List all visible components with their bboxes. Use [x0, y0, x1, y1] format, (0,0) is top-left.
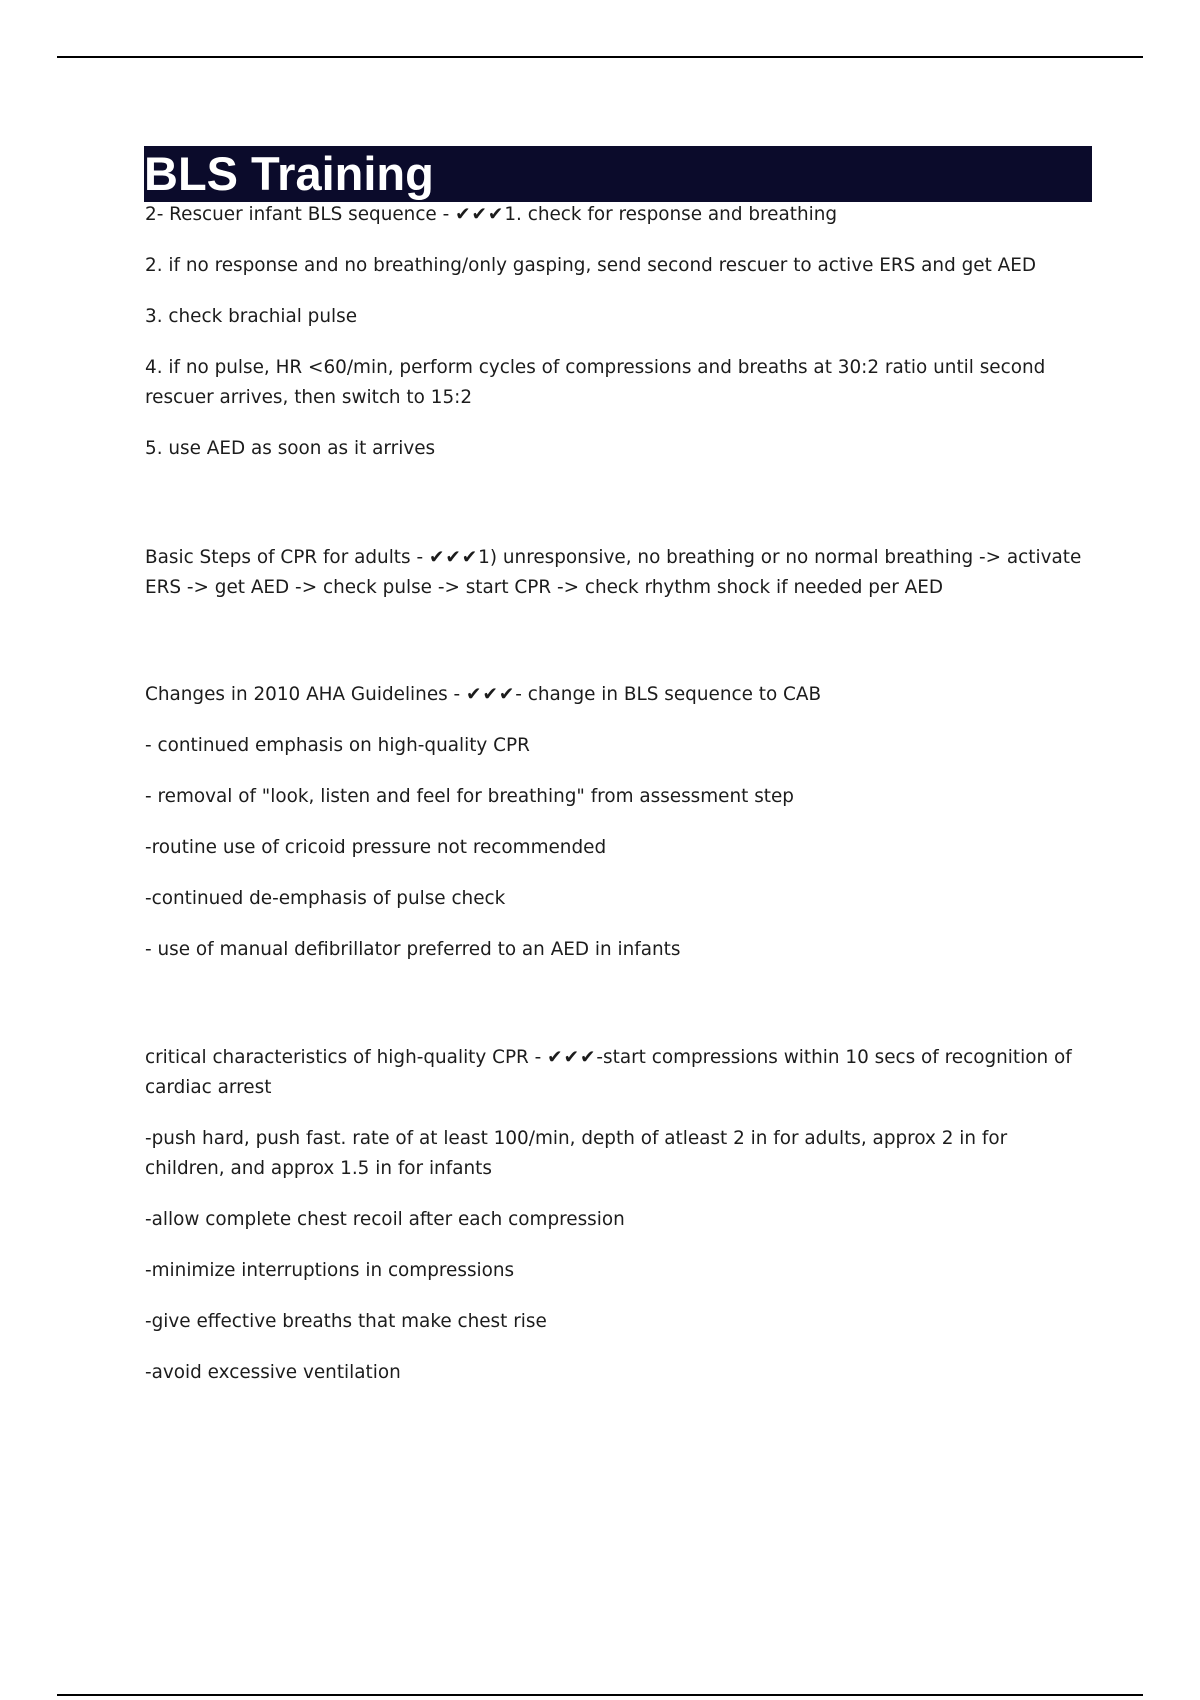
section-high-quality-cpr	[145, 1043, 1085, 1388]
section-cpr-adults	[145, 543, 1085, 603]
list-item: - use of manual defibrillator preferred to an AED in infants	[145, 939, 681, 960]
checkmark-icon: ✔✔✔	[466, 684, 516, 705]
page-title: BLS Training	[144, 146, 1092, 202]
checkmark-icon: ✔✔✔	[428, 547, 479, 568]
list-item: -routine use of cricoid pressure not recommended	[145, 837, 607, 858]
checkmark-icon: ✔✔✔	[455, 204, 505, 225]
answer: - change in BLS sequence to CAB	[515, 684, 822, 705]
list-item: - continued emphasis on high-quality CPR	[145, 735, 530, 756]
answer: 1. check for response and breathing	[504, 204, 838, 225]
list-item: 5. use AED as soon as it arrives	[145, 438, 436, 459]
document-body	[145, 200, 1085, 1409]
list-item: - removal of "look, listen and feel for breathing" from assessment step	[145, 786, 794, 807]
header-rule	[57, 56, 1143, 58]
list-item: 4. if no pulse, HR <60/min, perform cycles of compressions and breaths at 30:2 ratio until second rescuer arrives, then switch to 15:2	[145, 357, 1046, 408]
term: Changes in 2010 AHA Guidelines -	[145, 684, 467, 705]
list-item: -continued de-emphasis of pulse check	[145, 888, 506, 909]
list-item: -give effective breaths that make chest rise	[145, 1311, 547, 1332]
qa-entry	[145, 680, 1085, 710]
qa-entry	[145, 1043, 1085, 1103]
list-item: -allow complete chest recoil after each compression	[145, 1209, 625, 1230]
list-item: 2. if no response and no breathing/only gasping, send second rescuer to active ERS and get AED	[145, 255, 1037, 276]
list-item: -avoid excessive ventilation	[145, 1362, 401, 1383]
answer: 1) unresponsive, no breathing or no normal breathing -> activate ERS -> get AED -> check pulse -> start CPR -> check rhythm shock if needed per AED	[145, 547, 1082, 598]
list-item: -push hard, push fast. rate of at least 100/min, depth of atleast 2 in for adults, approx 2 in for children, and approx 1.5 in for infants	[145, 1128, 1008, 1179]
answer: -start compressions within 10 secs of recognition of cardiac arrest	[145, 1047, 1072, 1098]
section-infant-bls	[145, 200, 1085, 464]
term: critical characteristics of high-quality CPR -	[145, 1047, 548, 1068]
qa-entry	[145, 200, 1085, 230]
list-item: 3. check brachial pulse	[145, 306, 358, 327]
checkmark-icon: ✔✔✔	[547, 1047, 597, 1068]
section-aha-2010	[145, 680, 1085, 965]
term: 2- Rescuer infant BLS sequence -	[145, 204, 456, 225]
list-item: -minimize interruptions in compressions	[145, 1260, 515, 1281]
qa-entry	[145, 543, 1085, 603]
footer-rule	[57, 1694, 1143, 1696]
term: Basic Steps of CPR for adults -	[145, 547, 429, 568]
